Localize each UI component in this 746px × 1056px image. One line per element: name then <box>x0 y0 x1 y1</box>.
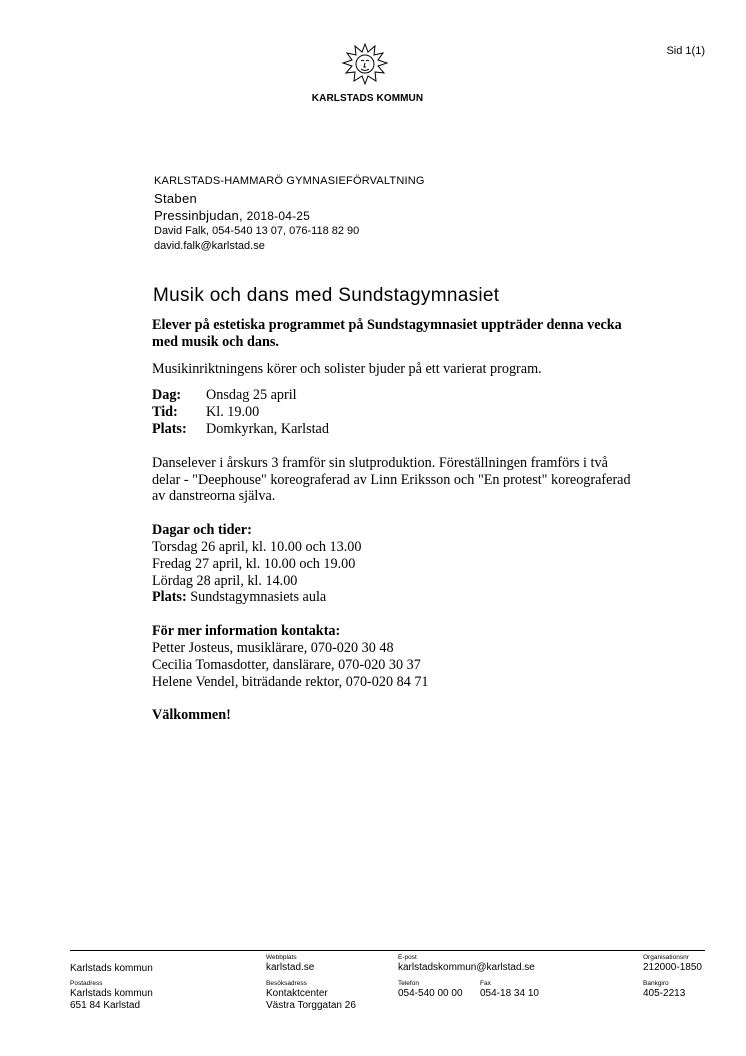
event-time-row <box>152 404 632 421</box>
dance-paragraph: Danselever i årskurs 3 framför sin slutproduktion. Föreställningen framförs i två delar - "Deephouse" koreograferad av Linn Eriksson och "En protest" koreograferad av danstreorna själva. <box>152 454 631 505</box>
article-body <box>152 317 632 724</box>
document-type: Pressinbjudan, <box>154 208 243 223</box>
info-contact-2: Cecilia Tomasdotter, danslärare, 070-020 30 37 <box>152 656 421 673</box>
event-place-value: Domkyrkan, Karlstad <box>206 420 329 437</box>
article-lead: Elever på estetiska programmet på Sundstagymnasiet uppträder denna vecka med musik och dans. <box>152 317 622 350</box>
footer-postal-line1: Karlstads kommun <box>70 988 153 999</box>
footer-fax-value: 054-18 34 10 <box>480 988 539 999</box>
contact-email: david.falk@karlstad.se <box>154 240 265 252</box>
unit-name: Staben <box>154 191 198 206</box>
event-day-label: Dag: <box>152 387 182 404</box>
event-day-value: Onsdag 25 april <box>206 387 297 404</box>
schedule-line-1: Torsdag 26 april, kl. 10.00 och 13.00 <box>152 538 362 555</box>
footer-web-label: Webbplats <box>266 954 297 961</box>
info-heading: För mer information kontakta: <box>152 623 341 640</box>
info-contact-1: Petter Josteus, musiklärare, 070-020 30 48 <box>152 639 394 656</box>
schedule-heading: Dagar och tider: <box>152 522 252 539</box>
event-details <box>152 387 632 437</box>
event-time-label: Tid: <box>152 404 178 421</box>
footer-visit-label: Besöksadress <box>266 980 307 987</box>
footer-postal-line2: 651 84 Karlstad <box>70 1000 141 1011</box>
sun-face-icon <box>330 42 400 90</box>
article-intro: Musikinriktningens körer och solister bjuder på ett varierat program. <box>152 360 542 377</box>
schedule-place-label: Plats: <box>152 589 187 606</box>
contact-phone: David Falk, 054-540 13 07, 076-118 82 90 <box>154 225 360 237</box>
document-type-line <box>154 208 310 223</box>
schedule-line-3: Lördag 28 april, kl. 14.00 <box>152 572 298 589</box>
footer-email-label: E-post <box>398 954 417 961</box>
footer-phone-label: Telefon <box>398 980 419 987</box>
footer-web-value: karlstad.se <box>266 962 315 973</box>
event-place-row <box>152 421 632 438</box>
footer <box>70 954 710 1014</box>
schedule-place <box>152 589 632 606</box>
footer-phone-value: 054-540 00 00 <box>398 988 463 999</box>
org-wordmark: KARLSTADS KOMMUN <box>311 93 424 104</box>
schedule-line-2: Fredag 27 april, kl. 10.00 och 19.00 <box>152 555 356 572</box>
footer-email-value: karlstadskommun@karlstad.se <box>398 962 535 973</box>
schedule-place-value: Sundstagymnasiets aula <box>190 589 327 606</box>
footer-visit-line1: Kontaktcenter <box>266 988 328 999</box>
footer-giro-label: Bankgiro <box>643 980 669 987</box>
footer-divider <box>70 950 705 951</box>
event-time-value: Kl. 19.00 <box>206 404 260 421</box>
closing-greeting: Välkommen! <box>152 707 231 724</box>
info-contact-3: Helene Vendel, biträdande rektor, 070-020 84 71 <box>152 673 429 690</box>
department-name: KARLSTADS-HAMMARÖ GYMNASIEFÖRVALTNING <box>154 175 425 187</box>
footer-visit-line2: Västra Torggatan 26 <box>266 1000 356 1011</box>
footer-fax-label: Fax <box>480 980 491 987</box>
footer-giro-value: 405-2213 <box>643 988 686 999</box>
footer-postal-label: Postadress <box>70 980 103 987</box>
event-day-row <box>152 387 632 404</box>
footer-orgnr-label: Organisationsnr <box>643 954 689 961</box>
event-place-label: Plats: <box>152 420 187 437</box>
footer-org: Karlstads kommun <box>70 963 153 974</box>
page-number: Sid 1(1) <box>666 45 705 57</box>
footer-orgnr-value: 212000-1850 <box>643 962 702 973</box>
article-title: Musik och dans med Sundstagymnasiet <box>153 285 500 306</box>
document-date: 2018-04-25 <box>246 209 311 223</box>
